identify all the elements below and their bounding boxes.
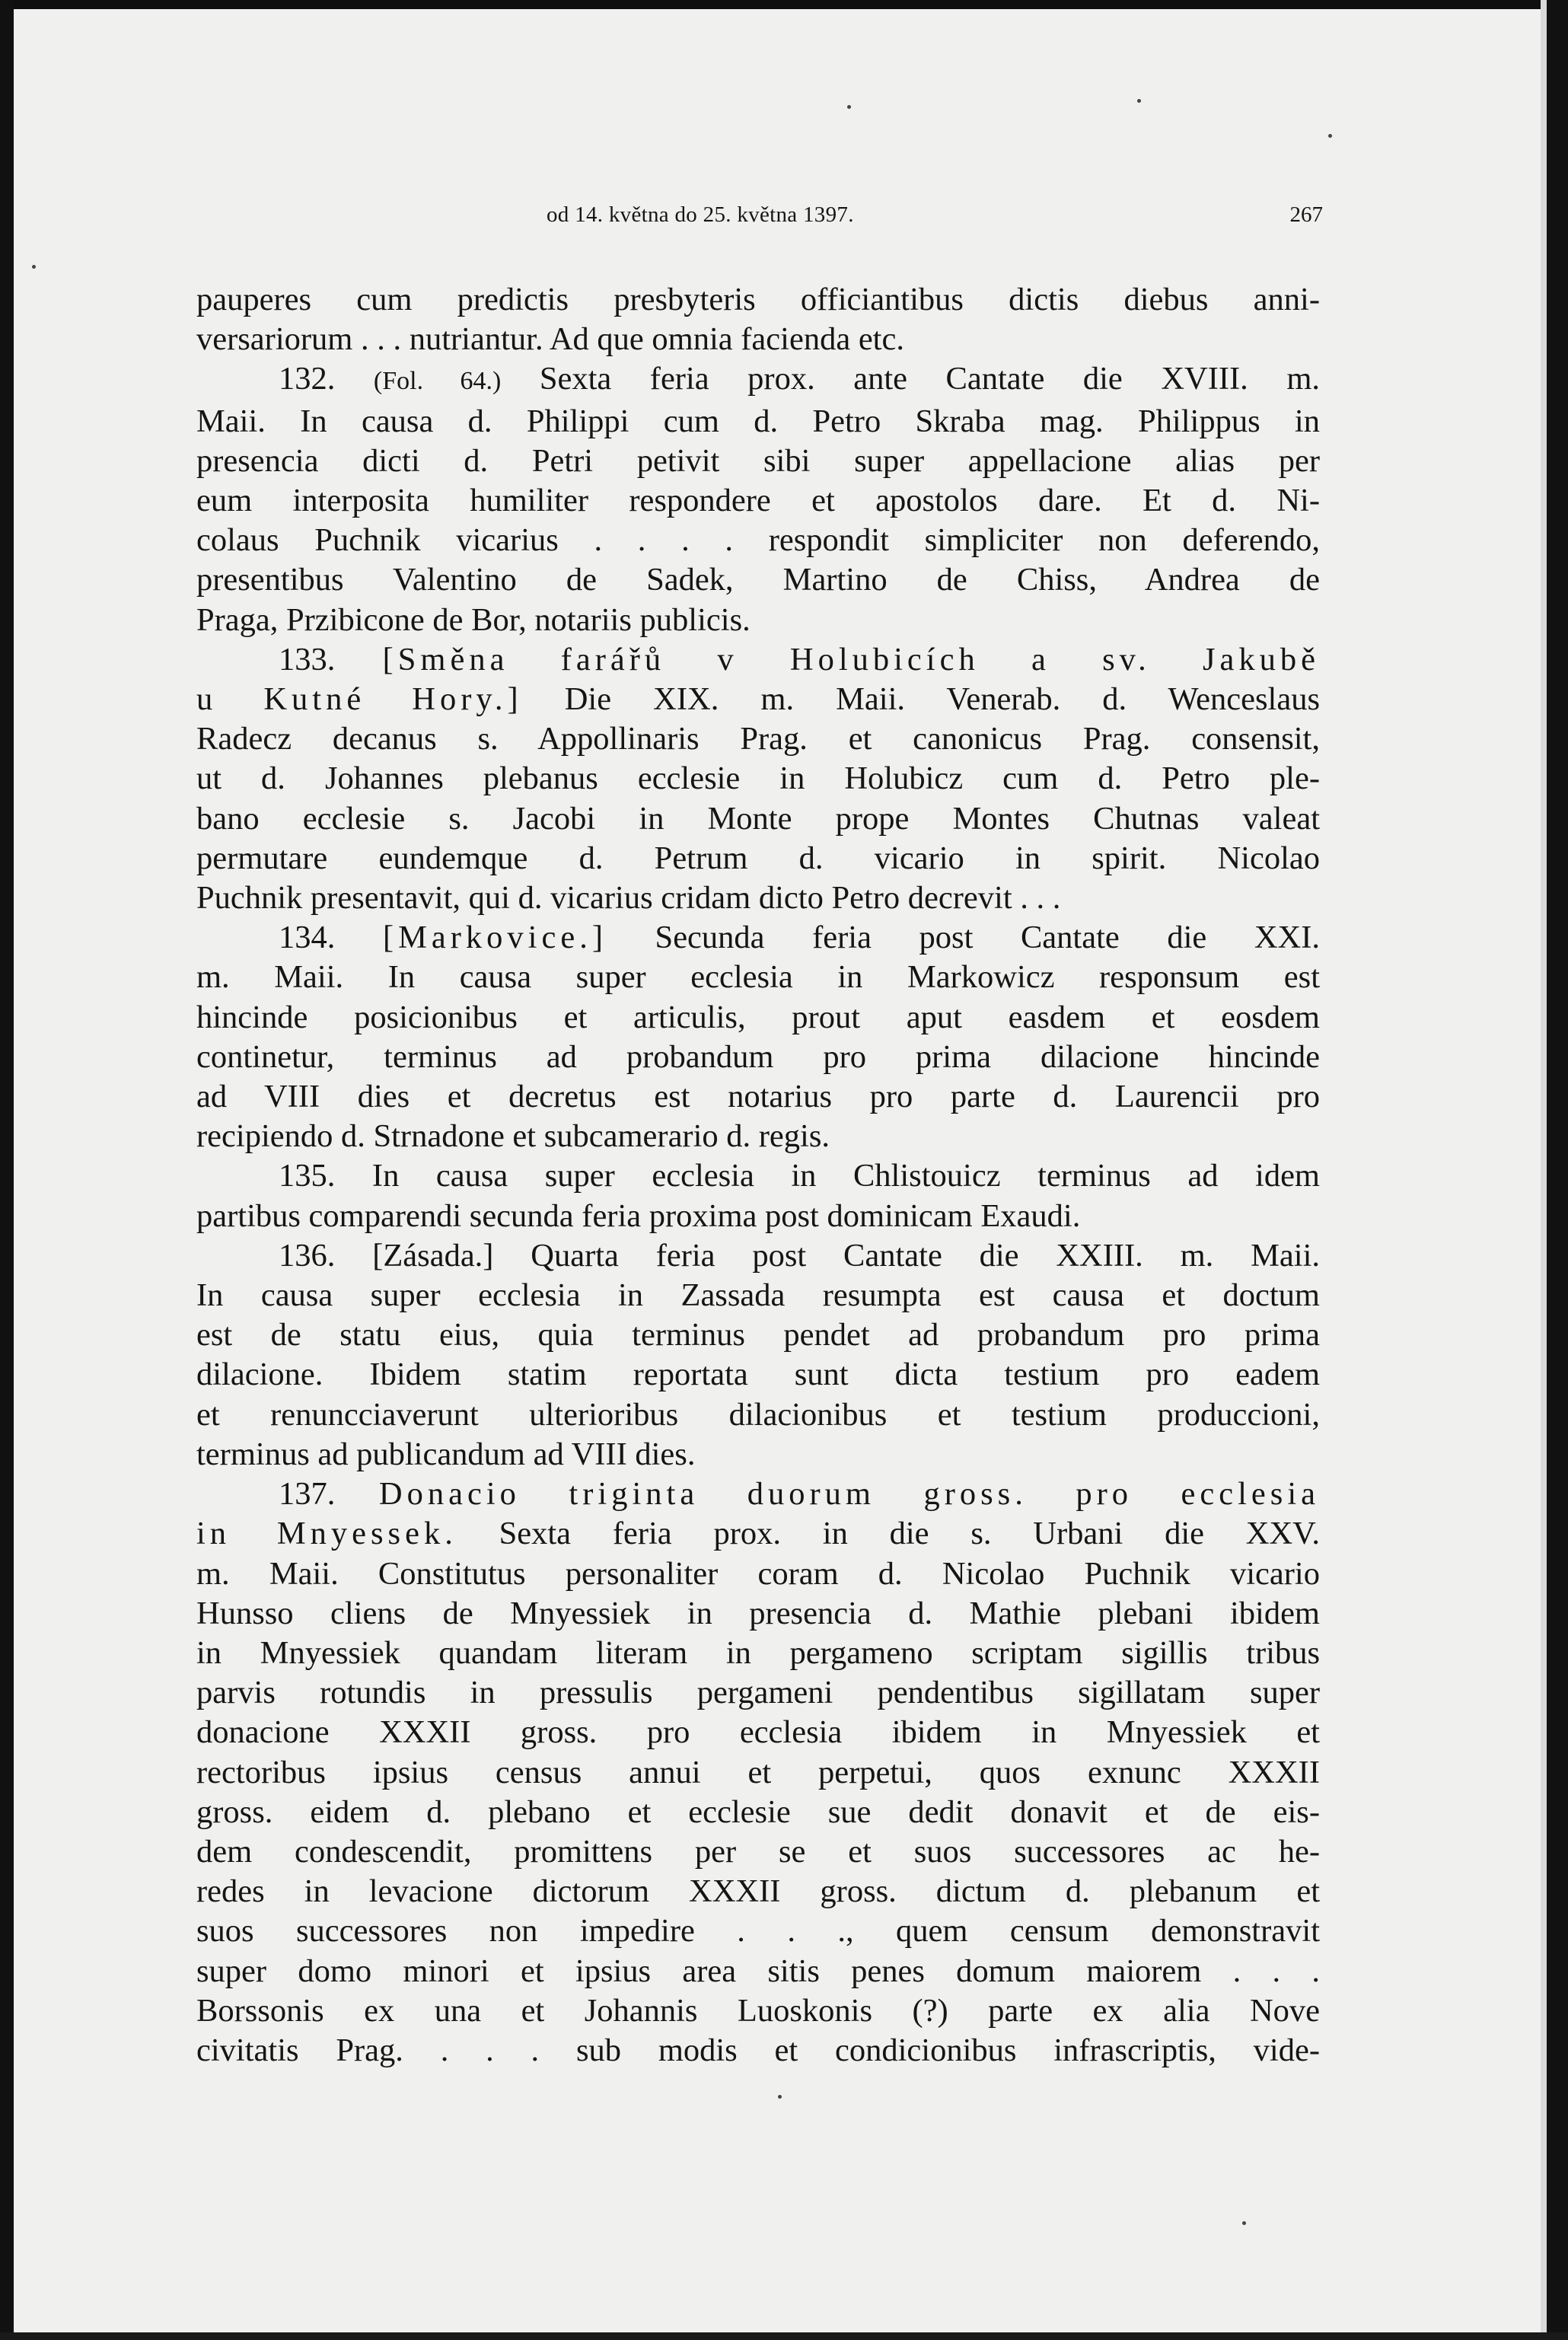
text-line: recipiendo d. Strnadone et subcamerario d. regis. xyxy=(196,1118,830,1155)
dust-speck xyxy=(32,265,36,269)
text-line: ut d. Johannes plebanus ecclesie in Holubicz cum d. Petro ple- xyxy=(196,760,1320,797)
text-line: partibus comparendi secunda feria proxima post dominicam Exaudi. xyxy=(196,1197,1081,1234)
text-line: dem condescendit, promittens per se et suos successores ac he- xyxy=(196,1833,1320,1870)
entry-text: Quarta feria post Cantate die XXIII. m. Maii. xyxy=(493,1237,1320,1274)
text-line: hincinde posicionibus et articulis, prout aput easdem et eosdem xyxy=(196,999,1320,1035)
entry-134 xyxy=(196,918,1320,1156)
text-line: civitatis Prag. . . . sub modis et condicionibus infrascriptis, vide- xyxy=(196,2032,1320,2068)
entry-text: Die XIX. m. Maii. Venerab. d. Wenceslaus xyxy=(522,681,1321,718)
scan-edge-right xyxy=(1547,0,1568,2340)
entry-137 xyxy=(196,1474,1320,2071)
text-line: Puchnik presentavit, qui d. vicarius cridam dicto Petro decrevit . . . xyxy=(196,880,1061,917)
text-line: rectoribus ipsius census annui et perpetui, quos exnunc XXXII xyxy=(196,1754,1320,1790)
page-number: 267 xyxy=(1289,202,1323,227)
scan-edge-bottom xyxy=(0,2332,1568,2340)
entry-title: [Markovice.] xyxy=(382,920,607,956)
text-line: continetur, terminus ad probandum pro prima dilacione hincinde xyxy=(196,1038,1320,1075)
text-line: dilacione. Ibidem statim reportata sunt dicta testium pro eadem xyxy=(196,1356,1320,1393)
entry-title: u Kutné Hory.] xyxy=(196,681,523,718)
text-line xyxy=(196,1474,1320,1514)
text-line: In causa super ecclesia in Zassada resumpta est causa et doctum xyxy=(196,1277,1320,1314)
text-line xyxy=(196,918,1320,958)
entry-text: Sexta feria prox. ante Cantate die XVIII. m. xyxy=(501,361,1321,397)
text-line: versariorum . . . nutriantur. Ad que omnia facienda etc. xyxy=(196,321,904,358)
entry-title: in Mnyessek. xyxy=(196,1516,457,1552)
entry-136 xyxy=(196,1236,1320,1474)
text-line: Maii. In causa d. Philippi cum d. Petro Skraba mag. Philippus in xyxy=(196,403,1320,439)
text-line xyxy=(196,1236,1320,1276)
text-line: et renuncciaverunt ulterioribus dilacionibus et testium produccioni, xyxy=(196,1396,1320,1433)
text-line: donacione XXXII gross. pro ecclesia ibidem in Mnyessiek et xyxy=(196,1714,1320,1751)
text-line: gross. eidem d. plebano et ecclesie sue dedit donavit et de eis- xyxy=(196,1793,1320,1830)
entry-number: 132. xyxy=(279,361,336,397)
text-line: redes in levacione dictorum XXXII gross. dictum d. plebanum et xyxy=(196,1873,1320,1910)
entry-132 xyxy=(196,359,1320,639)
intro-paragraph xyxy=(196,280,1320,359)
text-line: m. Maii. Constitutus personaliter coram d. Nicolao Puchnik vicario xyxy=(196,1555,1320,1592)
body-text xyxy=(196,280,1320,2071)
entry-title: [Zásada.] xyxy=(372,1237,494,1274)
entry-number: 133. xyxy=(279,641,336,677)
text-line: presentibus Valentino de Sadek, Martino de Chiss, Andrea de xyxy=(196,562,1320,598)
text-line: suos successores non impedire . . ., quem censum demonstravit xyxy=(196,1913,1320,1949)
text-line: colaus Puchnik vicarius . . . . respondit simpliciter non deferendo, xyxy=(196,522,1320,559)
text-line xyxy=(196,1156,1320,1196)
running-head xyxy=(196,199,1323,230)
entry-133 xyxy=(196,640,1320,918)
text-line: pauperes cum predictis presbyteris officiantibus dictis diebus anni- xyxy=(196,282,1320,317)
text-line: parvis rotundis in pressulis pergameni pendentibus sigillatam super xyxy=(196,1675,1320,1711)
text-line: terminus ad publicandum ad VIII dies. xyxy=(196,1436,696,1472)
text-line xyxy=(196,680,1320,719)
text-line: permutare eundemque d. Petrum d. vicario in spirit. Nicolao xyxy=(196,840,1320,876)
dust-speck xyxy=(1242,2221,1246,2225)
entry-number: 137. xyxy=(279,1476,336,1513)
text-line: Radecz decanus s. Appollinaris Prag. et canonicus Prag. consensit, xyxy=(196,721,1320,757)
text-line xyxy=(196,359,1320,401)
scan-edge-top xyxy=(0,0,1568,9)
text-line: est de statu eius, quia terminus pendet ad probandum pro prima xyxy=(196,1317,1320,1353)
entry-number: 135. xyxy=(279,1158,336,1194)
text-line: in Mnyessiek quandam literam in pergameno scriptam sigillis tribus xyxy=(196,1634,1320,1671)
entry-text: In causa super ecclesia in Chlistouicz terminus ad idem xyxy=(335,1158,1320,1194)
text-line: eum interposita humiliter respondere et apostolos dare. Et d. Ni- xyxy=(196,483,1320,519)
text-line: ad VIII dies et decretus est notarius pro parte d. Laurencii pro xyxy=(196,1079,1320,1115)
text-line: super domo minori et ipsius area sitis penes domum maiorem . . . xyxy=(196,1953,1320,1989)
entry-title: [Směna farářů v Holubicích a sv. Jakubě xyxy=(382,641,1320,677)
folio-reference: (Fol. 64.) xyxy=(373,367,502,396)
text-line: Borssonis ex una et Johannis Luoskonis (?) parte ex alia Nove xyxy=(196,1992,1320,2029)
text-line: Praga, Przibicone de Bor, notariis publicis. xyxy=(196,601,751,638)
text-line: m. Maii. In causa super ecclesia in Markowicz responsum est xyxy=(196,959,1320,996)
text-line: Hunsso cliens de Mnyessiek in presencia d. Mathie plebani ibidem xyxy=(196,1595,1320,1631)
entry-number: 134. xyxy=(279,920,336,956)
entry-number: 136. xyxy=(279,1237,336,1274)
text-line: presencia dicti d. Petri petivit sibi super appellacione alias per xyxy=(196,442,1320,479)
dust-speck xyxy=(1137,99,1141,103)
text-line xyxy=(196,1514,1320,1554)
dust-speck xyxy=(1328,134,1332,138)
entry-text: Secunda feria post Cantate die XXI. xyxy=(607,920,1320,956)
entry-135 xyxy=(196,1156,1320,1235)
running-title: od 14. května do 25. května 1397. xyxy=(547,202,854,227)
scan-edge-left xyxy=(0,0,14,2340)
dust-speck xyxy=(778,2095,782,2099)
entry-text: Sexta feria prox. in die s. Urbani die XXV. xyxy=(457,1516,1320,1552)
scan-edge-right-inner xyxy=(1541,0,1547,2340)
entry-title: Donacio triginta duorum gross. pro ecclesia xyxy=(378,1476,1321,1513)
text-line: bano ecclesie s. Jacobi in Monte prope Montes Chutnas valeat xyxy=(196,800,1320,837)
text-line xyxy=(196,640,1320,680)
dust-speck xyxy=(847,105,851,109)
